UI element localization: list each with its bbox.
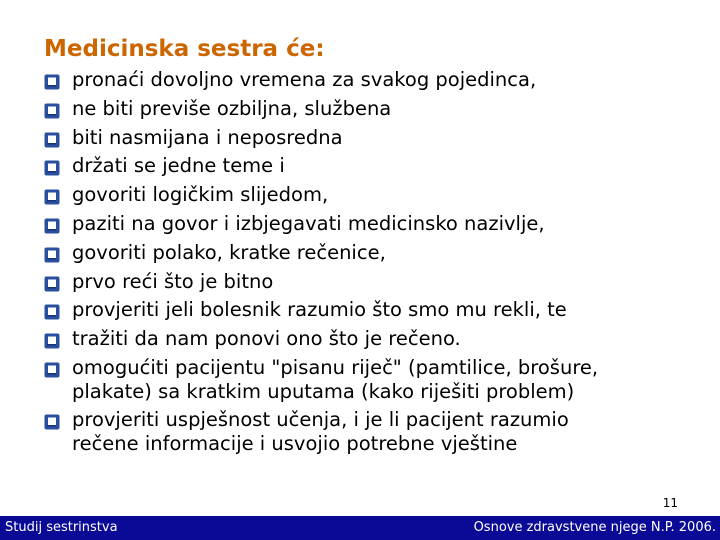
bullet-item <box>44 212 704 236</box>
bullet-text <box>72 298 704 322</box>
bullet-line: omogućiti pacijentu "pisanu riječ" (pamtilice, brošure, <box>72 355 599 379</box>
bullet-line: pronaći dovoljno vremena za svakog pojedinca, <box>72 68 537 91</box>
bullet-text <box>72 356 704 404</box>
bullet-text <box>72 68 704 92</box>
bullet-line: prvo reći što je bitno <box>72 269 274 293</box>
bullet-line: držati se jedne teme i <box>72 154 285 178</box>
bullet-text <box>72 270 704 294</box>
bullet-item <box>44 408 704 456</box>
bullet-text <box>72 126 704 150</box>
bullet-line: biti nasmijana i neposredna <box>72 125 343 149</box>
bullet-item <box>44 270 704 294</box>
bullet-item <box>44 97 704 121</box>
bullet-line: plakate) sa kratkim uputama (kako riješiti problem) <box>72 379 575 403</box>
slide-title: Medicinska sestra će: <box>44 36 325 62</box>
bullet-line: ne biti previše ozbiljna, službena <box>72 96 392 120</box>
bullet-line: provjeriti uspješnost učenja, i je li pacijent razumio <box>72 407 569 431</box>
bullet-line: paziti na govor i izbjegavati medicinsko nazivlje, <box>72 211 545 235</box>
bullet-text <box>72 154 704 178</box>
footer-right-text: Osnove zdravstvene njege N.P. 2006. <box>473 520 716 535</box>
bullet-item <box>44 183 704 207</box>
bullet-item <box>44 241 704 265</box>
bullet-line: govoriti logičkim slijedom, <box>72 183 329 207</box>
bullet-text <box>72 241 704 265</box>
bullet-text <box>72 327 704 351</box>
footer-left-text: Studij sestrinstva <box>5 520 118 535</box>
bullet-item <box>44 298 704 322</box>
bullet-item <box>44 356 704 404</box>
bullet-line: govoriti polako, kratke rečenice, <box>72 240 386 264</box>
bullet-item <box>44 154 704 178</box>
bullet-text <box>72 97 704 121</box>
bullet-text <box>72 212 704 236</box>
bullet-line: provjeriti jeli bolesnik razumio što smo mu rekli, te <box>72 298 567 322</box>
bullet-item <box>44 68 704 92</box>
footer-bar <box>0 516 720 540</box>
bullet-item <box>44 126 704 150</box>
bullet-text <box>72 408 704 456</box>
bullet-list <box>44 68 704 460</box>
bullet-line: rečene informacije i usvojio potrebne vještine <box>72 431 518 455</box>
page-number: 11 <box>662 496 678 510</box>
bullet-item <box>44 327 704 351</box>
bullet-line: tražiti da nam ponovi ono što je rečeno. <box>72 327 461 351</box>
bullet-text <box>72 183 704 207</box>
